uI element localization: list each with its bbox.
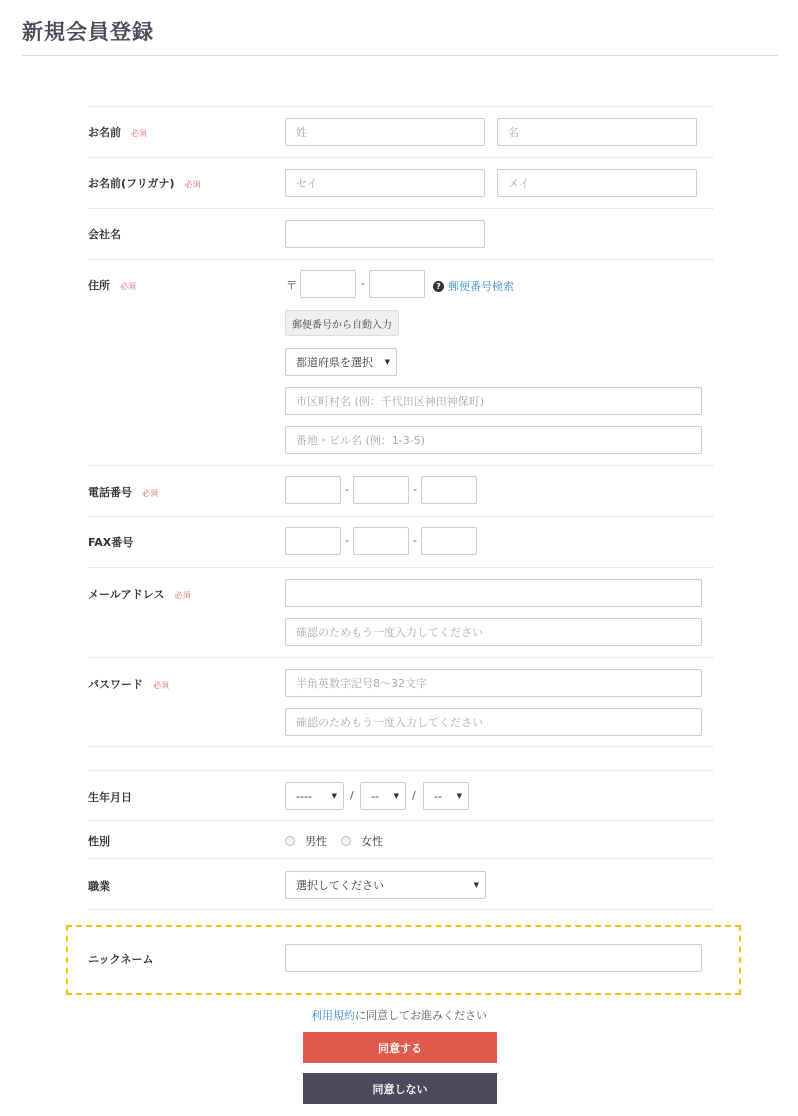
- phone-dash: -: [345, 483, 349, 496]
- row-divider: [88, 516, 713, 517]
- fax-second-input[interactable]: [353, 527, 409, 555]
- job-label: 職業: [88, 880, 110, 893]
- postal-search-text: 郵便番号検索: [448, 280, 514, 293]
- postal-search-link[interactable]: [433, 278, 514, 294]
- fax-dash: -: [345, 534, 349, 547]
- name-label-text: お名前: [88, 126, 121, 139]
- question-icon: ?: [433, 281, 444, 292]
- city-input[interactable]: [285, 387, 702, 415]
- row-divider: [88, 909, 713, 910]
- row-divider: [88, 770, 713, 771]
- kana-label-text: お名前(フリガナ): [88, 177, 175, 190]
- prefecture-select[interactable]: [285, 348, 397, 376]
- gender-female-text: 女性: [361, 835, 383, 848]
- date-slash: /: [412, 789, 416, 802]
- postal-code-first-input[interactable]: [300, 270, 356, 298]
- birth-year-select[interactable]: [285, 782, 344, 810]
- fax-third-input[interactable]: [421, 527, 477, 555]
- birth-month-value: --: [371, 789, 379, 803]
- required-badge: 必須: [174, 591, 191, 600]
- row-divider: [88, 567, 713, 568]
- row-divider: [88, 259, 713, 260]
- date-slash: /: [350, 789, 354, 802]
- chevron-down-icon: ▼: [393, 792, 399, 800]
- password-confirm-input[interactable]: [285, 708, 702, 736]
- required-badge: 必須: [120, 282, 136, 291]
- row-divider: [88, 106, 713, 107]
- password-label: [88, 676, 169, 692]
- row-divider: [88, 657, 713, 658]
- row-divider: [88, 208, 713, 209]
- job-select[interactable]: [285, 871, 486, 899]
- birth-day-value: --: [434, 789, 442, 803]
- company-label: 会社名: [88, 228, 121, 241]
- fax-dash: -: [413, 534, 417, 547]
- phone-label: [88, 484, 158, 500]
- nickname-input[interactable]: [285, 944, 702, 972]
- job-select-value: 選択してください: [296, 879, 384, 892]
- last-name-kana-input[interactable]: [285, 169, 485, 197]
- postal-dash: -: [361, 277, 365, 290]
- disagree-button[interactable]: 同意しない: [303, 1073, 497, 1104]
- gender-male-text: 男性: [305, 835, 327, 848]
- gender-male-radio[interactable]: [285, 833, 327, 849]
- radio-circle-icon: [285, 836, 295, 846]
- nickname-label: ニックネーム: [88, 953, 154, 966]
- last-name-input[interactable]: [285, 118, 485, 146]
- kana-label: [88, 175, 201, 191]
- required-badge: 必須: [153, 681, 169, 690]
- terms-link[interactable]: 利用規約: [311, 1009, 355, 1022]
- street-input[interactable]: [285, 426, 702, 454]
- password-input[interactable]: [285, 669, 702, 697]
- postal-code-second-input[interactable]: [369, 270, 425, 298]
- page-title: 新規会員登録: [22, 20, 154, 44]
- gender-female-radio[interactable]: [341, 833, 383, 849]
- birth-year-value: ----: [296, 789, 312, 803]
- phone-dash: -: [413, 483, 417, 496]
- email-input[interactable]: [285, 579, 702, 607]
- agreement-text: [0, 1007, 798, 1023]
- birth-day-select[interactable]: [423, 782, 469, 810]
- birthday-label: 生年月日: [88, 791, 132, 804]
- auto-fill-button[interactable]: 郵便番号から自動入力: [285, 310, 399, 336]
- company-input[interactable]: [285, 220, 485, 248]
- row-divider: [88, 465, 713, 466]
- postal-mark: 〒: [286, 279, 297, 292]
- row-divider: [88, 746, 713, 747]
- first-name-input[interactable]: [497, 118, 697, 146]
- phone-third-input[interactable]: [421, 476, 477, 504]
- chevron-down-icon: ▼: [473, 881, 479, 889]
- address-label: [88, 277, 136, 293]
- first-name-kana-input[interactable]: [497, 169, 697, 197]
- phone-first-input[interactable]: [285, 476, 341, 504]
- required-badge: 必須: [142, 489, 158, 498]
- radio-circle-icon: [341, 836, 351, 846]
- row-divider: [88, 858, 713, 859]
- email-label-text: メールアドレス: [88, 588, 165, 601]
- fax-first-input[interactable]: [285, 527, 341, 555]
- email-label: [88, 586, 190, 602]
- birth-month-select[interactable]: [360, 782, 406, 810]
- row-divider: [88, 157, 713, 158]
- phone-second-input[interactable]: [353, 476, 409, 504]
- chevron-down-icon: ▼: [331, 792, 337, 800]
- password-label-text: パスワード: [88, 678, 143, 691]
- address-label-text: 住所: [88, 279, 110, 292]
- row-divider: [88, 820, 713, 821]
- gender-label: 性別: [88, 835, 110, 848]
- agree-button[interactable]: 同意する: [303, 1032, 497, 1063]
- title-divider: [22, 55, 778, 56]
- chevron-down-icon: ▼: [384, 358, 390, 366]
- name-label: [88, 124, 147, 140]
- required-badge: 必須: [184, 180, 201, 189]
- agreement-suffix: に同意してお進みください: [355, 1009, 487, 1022]
- email-confirm-input[interactable]: [285, 618, 702, 646]
- prefecture-select-value: 都道府県を選択: [296, 356, 373, 369]
- chevron-down-icon: ▼: [456, 792, 462, 800]
- fax-label: FAX番号: [88, 536, 134, 549]
- required-badge: 必須: [131, 129, 147, 138]
- phone-label-text: 電話番号: [88, 486, 132, 499]
